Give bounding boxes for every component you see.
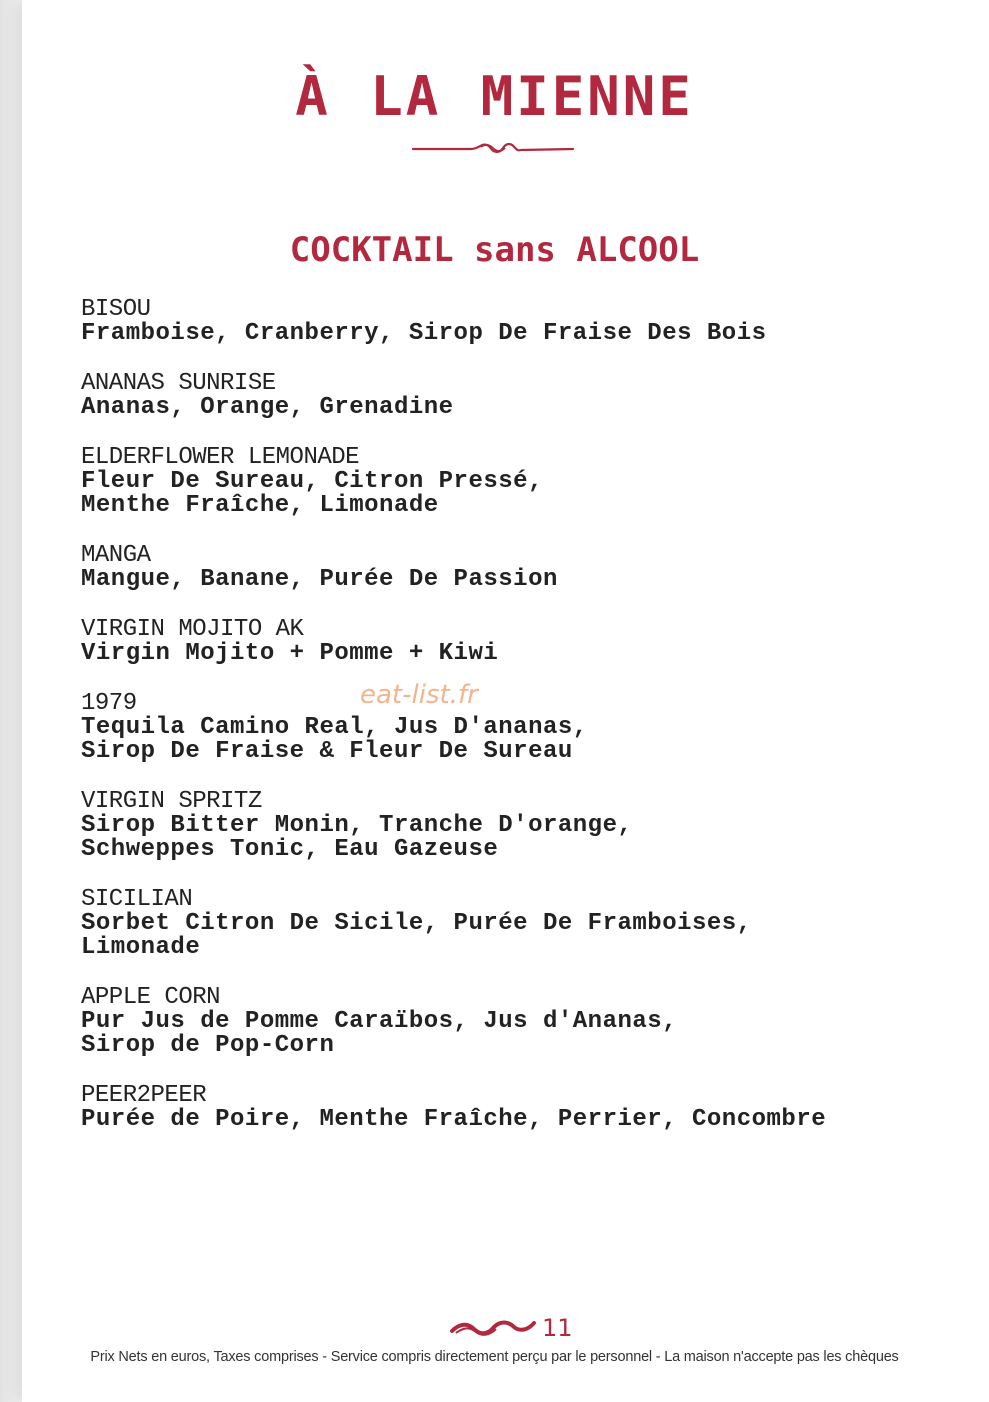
title-flourish-ornament (411, 140, 575, 158)
menu-item-description: Framboise, Cranberry, Sirop De Fraise Des Bois (81, 320, 767, 347)
menu-item-description: Mangue, Banane, Purée De Passion (81, 566, 558, 593)
menu-item (81, 1084, 941, 1132)
menu-item (81, 888, 941, 960)
menu-item-name: BISOU (81, 296, 151, 323)
footer-legal-note: Prix Nets en euros, Taxes comprises - Service compris directement perçu par le personnel - La maison n'accepte pas les chèques (90, 1349, 899, 1365)
menu-item (81, 618, 941, 666)
menu-item-name: MANGA (81, 542, 151, 569)
menu-item-description: Ananas, Orange, Grenadine (81, 394, 454, 421)
menu-item (81, 446, 941, 518)
footer-page-marker (450, 1316, 573, 1340)
watermark: eat-list.fr (360, 680, 478, 710)
menu-item (81, 692, 941, 764)
menu-item-description: Virgin Mojito + Pomme + Kiwi (81, 640, 499, 667)
menu-item-description: Purée de Poire, Menthe Fraîche, Perrier, Concombre (81, 1106, 827, 1133)
menu-item-description: Tequila Camino Real, Jus D'ananas, Sirop De Fraise & Fleur De Sureau (81, 714, 588, 765)
menu-item-name: APPLE CORN (81, 984, 221, 1011)
menu-item-name: PEER2PEER (81, 1082, 207, 1109)
menu-item-name: SICILIAN (81, 886, 193, 913)
menu-item (81, 544, 941, 592)
menu-item-description: Fleur De Sureau, Citron Pressé, Menthe Fraîche, Limonade (81, 468, 543, 519)
page-binding-edge (0, 0, 22, 1402)
menu-item-description: Sorbet Citron De Sicile, Purée De Framboises, Limonade (81, 910, 752, 961)
menu-item-name: 1979 (81, 690, 137, 717)
page-title: À LA MIENNE (295, 65, 694, 128)
menu-item-name: ANANAS SUNRISE (81, 370, 276, 397)
page-number: 11 (542, 1314, 573, 1342)
menu-item (81, 372, 941, 420)
menu-item (81, 790, 941, 862)
footer-flourish-ornament (450, 1317, 536, 1339)
menu-item (81, 298, 941, 346)
menu-item-description: Sirop Bitter Monin, Tranche D'orange, Schweppes Tonic, Eau Gazeuse (81, 812, 633, 863)
menu-item (81, 986, 941, 1058)
menu-item-name: ELDERFLOWER LEMONADE (81, 444, 360, 471)
menu-item-description: Pur Jus de Pomme Caraïbos, Jus d'Ananas, Sirop de Pop-Corn (81, 1008, 678, 1059)
section-heading: COCKTAIL sans ALCOOL (289, 230, 700, 270)
menu-item-name: VIRGIN SPRITZ (81, 788, 262, 815)
menu-item-name: VIRGIN MOJITO AK (81, 616, 304, 643)
cocktail-list (81, 298, 941, 1158)
